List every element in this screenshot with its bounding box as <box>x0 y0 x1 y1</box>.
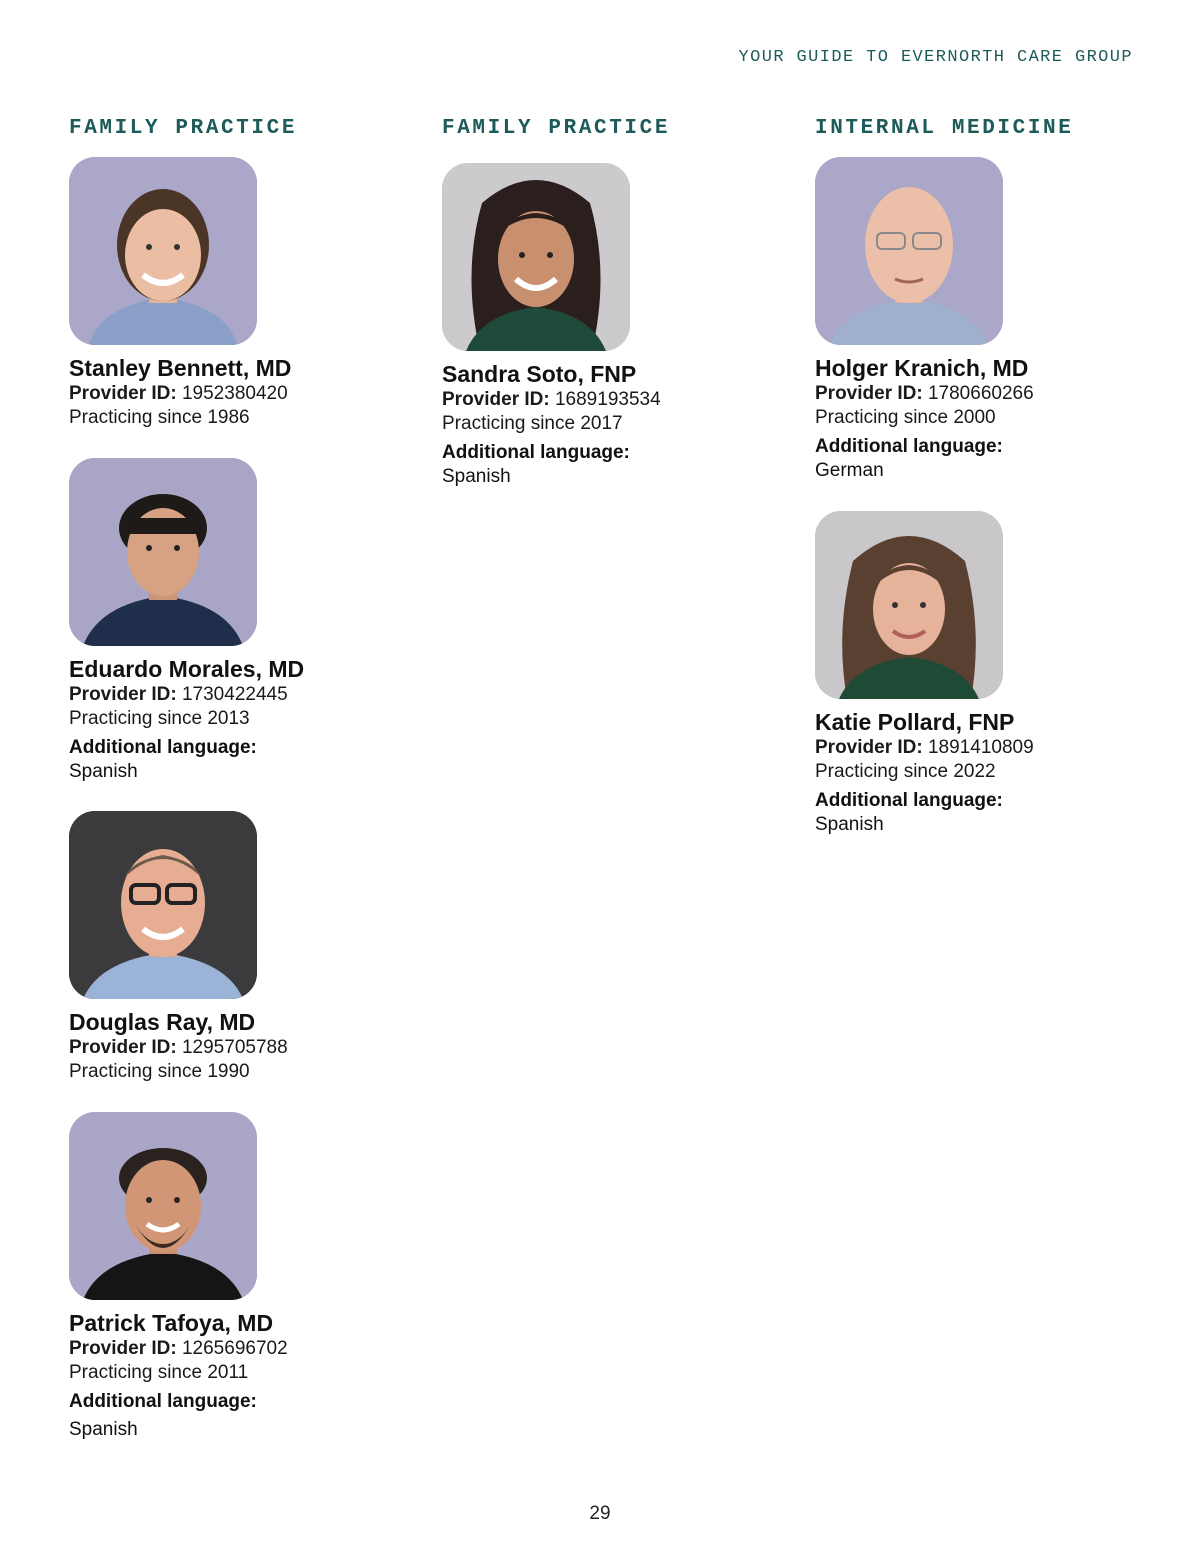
section-heading: FAMILY PRACTICE <box>442 117 671 140</box>
practicing-since: Practicing since 2000 <box>815 407 996 428</box>
provider-id-line <box>69 382 409 406</box>
provider-id: 1780660266 <box>927 383 1034 404</box>
provider-id-label: Provider ID: <box>442 389 550 410</box>
provider-name: Katie Pollard, FNP <box>815 709 1015 735</box>
section-heading: FAMILY PRACTICE <box>69 117 298 140</box>
additional-language: Spanish <box>69 761 138 782</box>
family-practice-column-1 <box>69 116 409 1440</box>
provider-id-label: Provider ID: <box>815 383 923 404</box>
provider-id: 1730422445 <box>181 684 288 705</box>
additional-language-label: Additional language: <box>815 436 1003 457</box>
provider-id-line <box>69 1337 409 1361</box>
provider-name: Sandra Soto, FNP <box>442 361 637 387</box>
practicing-since: Practicing since 1990 <box>69 1061 250 1082</box>
provider-name: Douglas Ray, MD <box>69 1009 256 1035</box>
provider-id-line <box>815 382 1155 406</box>
practicing-since: Practicing since 2011 <box>69 1362 249 1383</box>
provider-id-line <box>69 1036 409 1060</box>
provider-card-stanley-bennett <box>69 157 409 430</box>
provider-id-line <box>442 388 782 412</box>
practicing-since: Practicing since 1986 <box>69 407 250 428</box>
provider-name: Patrick Tafoya, MD <box>69 1310 274 1336</box>
provider-photo <box>815 511 1003 699</box>
provider-photo <box>69 458 257 646</box>
provider-card-holger-kranich <box>815 157 1155 483</box>
additional-language-label: Additional language: <box>442 442 630 463</box>
provider-photo <box>69 1112 257 1300</box>
provider-id-label: Provider ID: <box>815 737 923 758</box>
provider-name: Holger Kranich, MD <box>815 355 1029 381</box>
running-header: YOUR GUIDE TO EVERNORTH CARE GROUP <box>738 48 1133 67</box>
additional-language: Spanish <box>815 814 884 835</box>
additional-language: Spanish <box>69 1419 138 1440</box>
additional-language-label: Additional language: <box>69 1391 257 1412</box>
internal-medicine-column <box>815 116 1155 835</box>
provider-id: 1295705788 <box>181 1037 288 1058</box>
page-number: 29 <box>589 1503 611 1524</box>
provider-photo <box>69 811 257 999</box>
provider-id-label: Provider ID: <box>69 684 177 705</box>
provider-id-line <box>815 736 1155 760</box>
provider-card-patrick-tafoya <box>69 1112 409 1442</box>
provider-photo <box>69 157 257 345</box>
additional-language-label: Additional language: <box>69 737 257 758</box>
provider-id: 1689193534 <box>554 389 661 410</box>
family-practice-column-2 <box>442 116 782 487</box>
additional-language-label: Additional language: <box>815 790 1003 811</box>
provider-card-sandra-soto <box>442 163 782 489</box>
practicing-since: Practicing since 2013 <box>69 708 250 729</box>
provider-id-line <box>69 683 409 707</box>
practicing-since: Practicing since 2017 <box>442 413 623 434</box>
provider-photo <box>442 163 630 351</box>
provider-card-katie-pollard <box>815 511 1155 837</box>
provider-id: 1265696702 <box>181 1338 288 1359</box>
additional-language: Spanish <box>442 466 511 487</box>
provider-id-label: Provider ID: <box>69 1338 177 1359</box>
provider-photo <box>815 157 1003 345</box>
practicing-since: Practicing since 2022 <box>815 761 996 782</box>
provider-card-eduardo-morales <box>69 458 409 784</box>
provider-id-label: Provider ID: <box>69 1037 177 1058</box>
provider-id: 1891410809 <box>927 737 1034 758</box>
provider-name: Eduardo Morales, MD <box>69 656 305 682</box>
provider-id-label: Provider ID: <box>69 383 177 404</box>
provider-id: 1952380420 <box>181 383 288 404</box>
additional-language: German <box>815 460 884 481</box>
section-heading: INTERNAL MEDICINE <box>815 117 1074 140</box>
provider-name: Stanley Bennett, MD <box>69 355 292 381</box>
provider-card-douglas-ray <box>69 811 409 1084</box>
